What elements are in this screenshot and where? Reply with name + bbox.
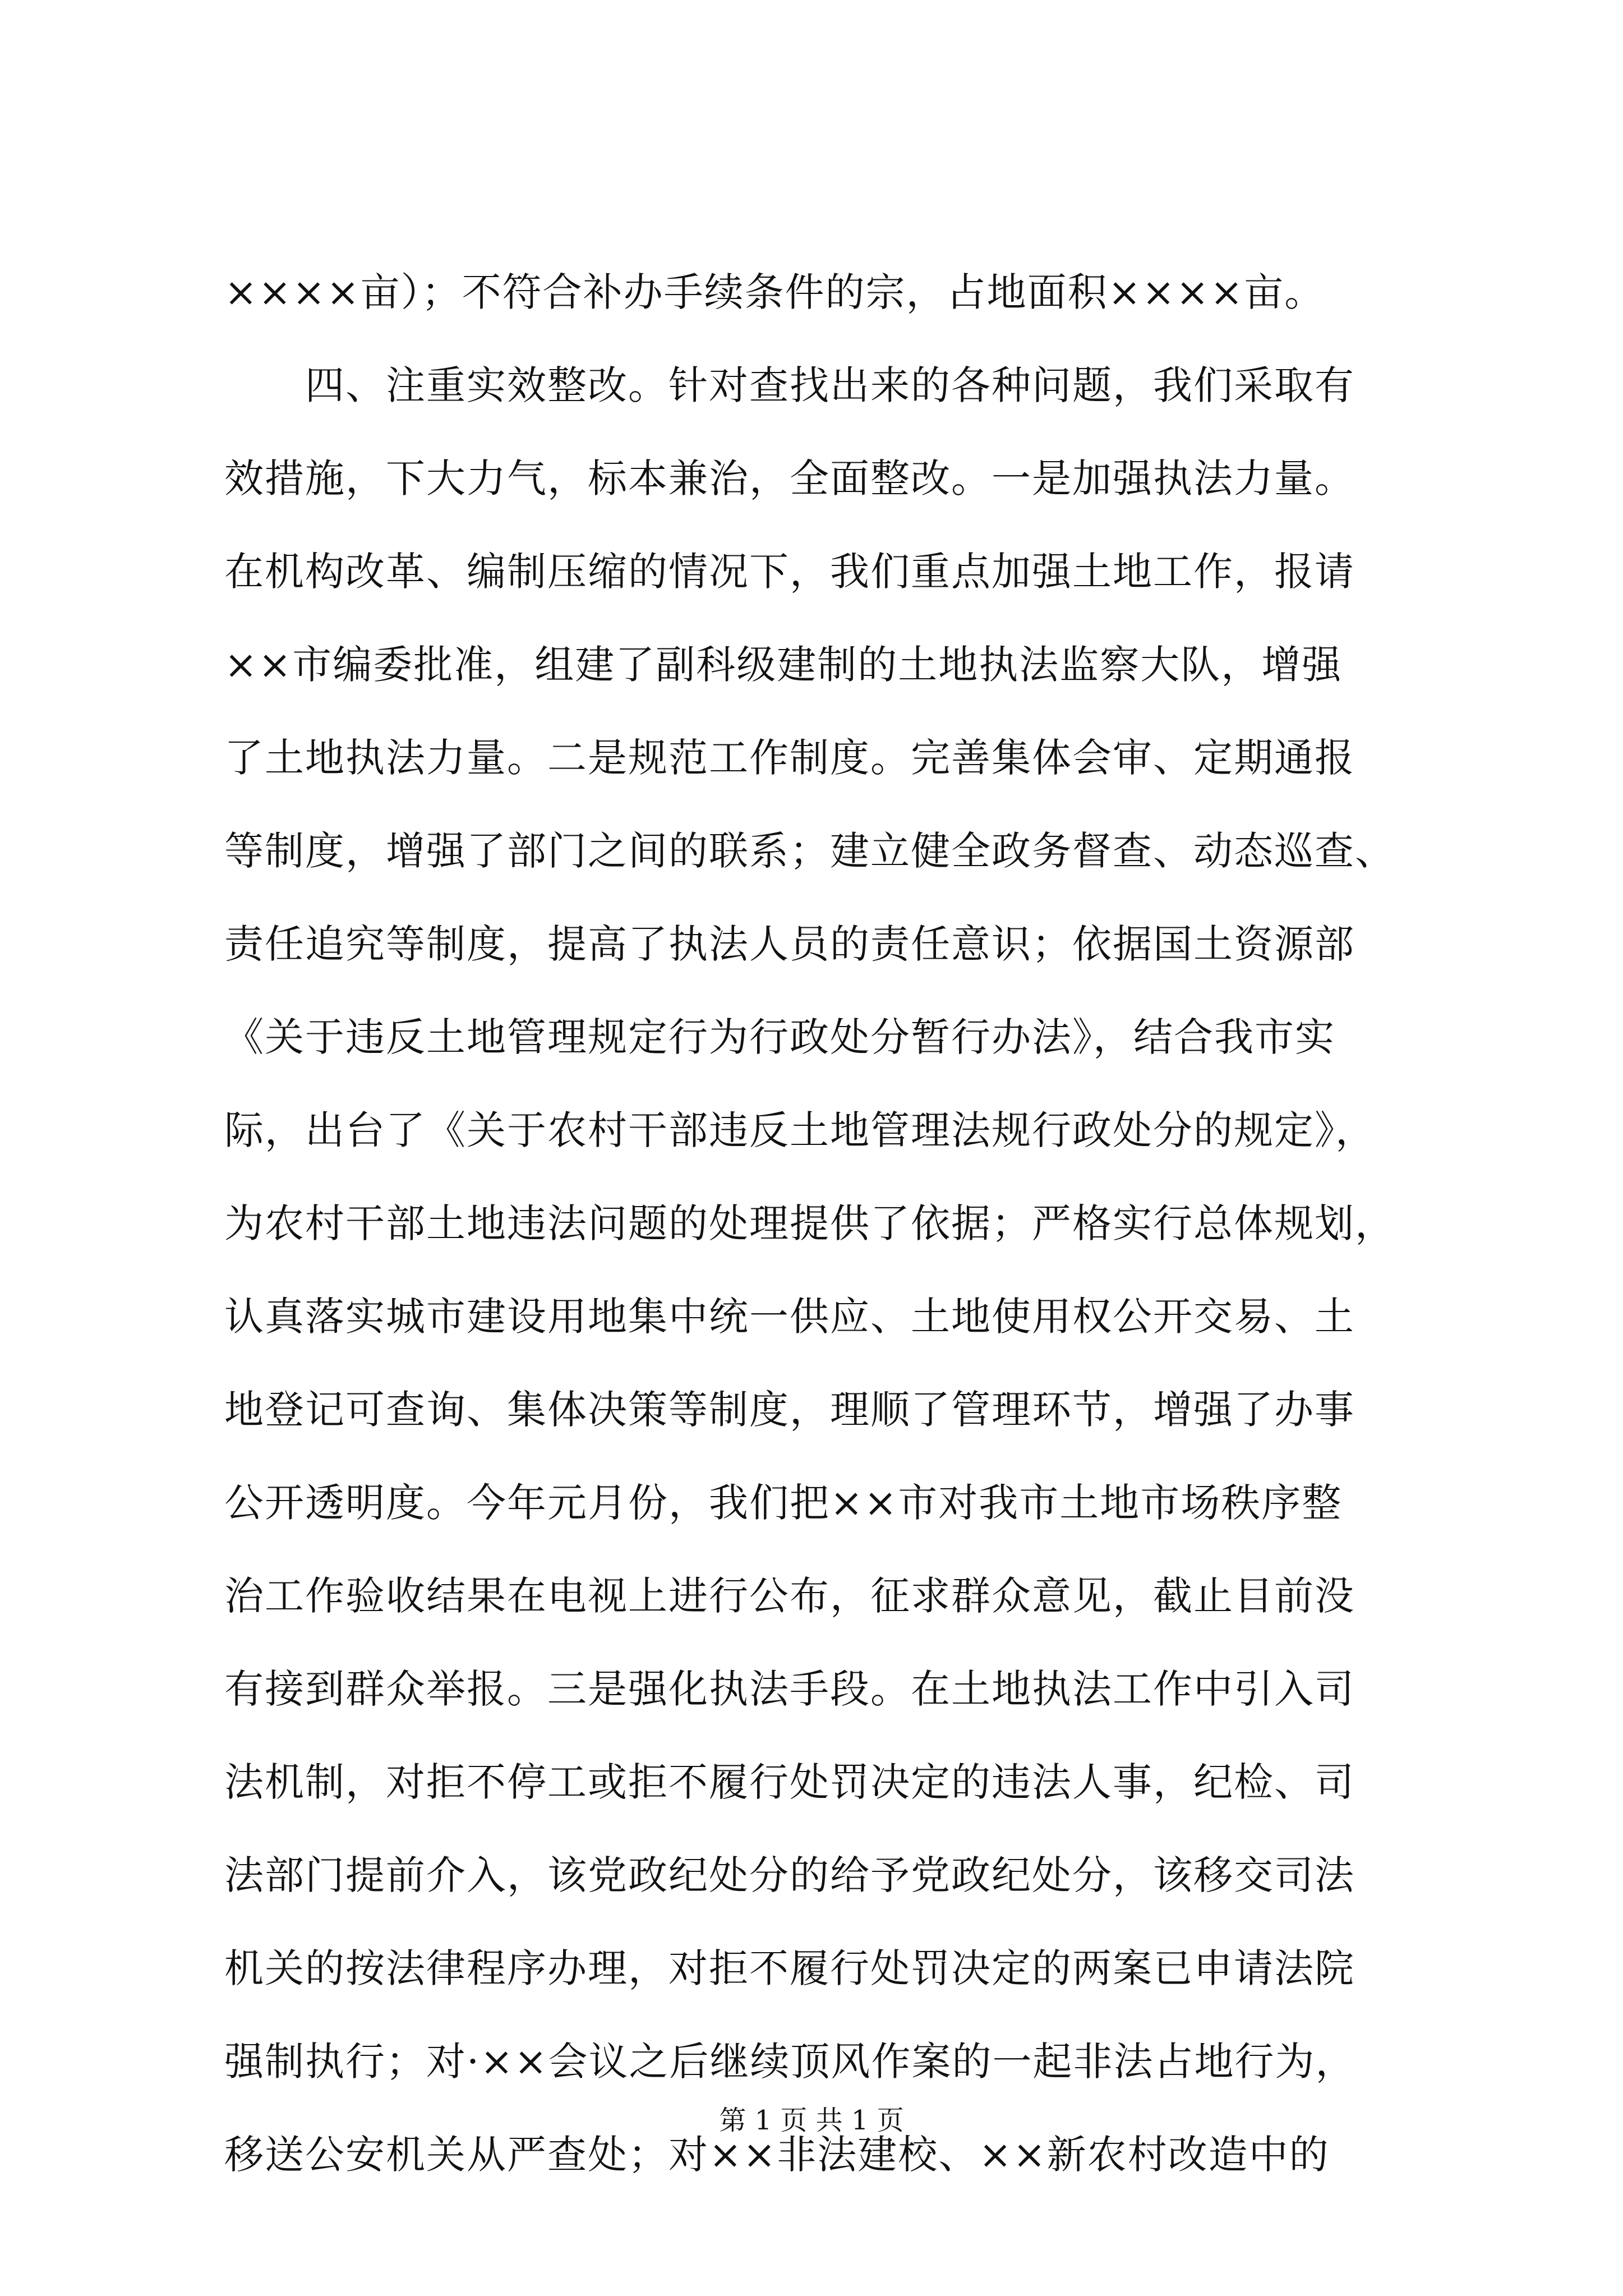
text-line: 地登记可查询、集体决策等制度，理顺了管理环节，增强了办事 [224, 1387, 1355, 1433]
text-line: 认真落实城市建设用地集中统一供应、土地使用权公开交易、土 [224, 1294, 1355, 1340]
text-line: 四、注重实效整改。针对查找出来的各种问题，我们采取有 [224, 362, 1355, 408]
text-line: 为农村干部土地违法问题的处理提供了依据；严格实行总体规划， [224, 1200, 1395, 1246]
text-line: 法机制，对拒不停工或拒不履行处罚决定的违法人事，纪检、司 [224, 1759, 1355, 1805]
text-line: 责任追究等制度，提高了执法人员的责任意识；依据国土资源部 [224, 921, 1355, 967]
text-line: 法部门提前介入，该党政纪处分的给予党政纪处分，该移交司法 [224, 1852, 1355, 1898]
text-line: 移送公安机关从严查处；对××非法建校、××新农村改造中的 [224, 2132, 1330, 2178]
text-line: 机关的按法律程序办理，对拒不履行处罚决定的两案已申请法院 [224, 1945, 1355, 1991]
text-line: 公开透明度。今年元月份，我们把××市对我市土地市场秩序整 [224, 1480, 1343, 1526]
text-line: 强制执行；对·××会议之后继续顶风作案的一起非法占地行为， [224, 2039, 1356, 2085]
page-number-label: 第 1 页 共 1 页 [719, 2105, 904, 2136]
document-body [224, 246, 1430, 2201]
text-line: 《关于违反土地管理规定行为行政处分暂行办法》，结合我市实 [224, 1014, 1335, 1060]
text-line: 有接到群众举报。三是强化执法手段。在土地执法工作中引入司 [224, 1666, 1355, 1712]
text-line: ××××亩）；不符合补办手续条件的宗，占地面积××××亩。 [224, 269, 1325, 315]
text-line: 等制度，增强了部门之间的联系；建立健全政务督查、动态巡查、 [224, 828, 1395, 874]
text-line: 际，出台了《关于农村干部违反土地管理法规行政处分的规定》， [224, 1107, 1376, 1153]
text-line: 效措施，下大力气，标本兼治，全面整改。一是加强执法力量。 [224, 455, 1355, 501]
text-line: 了土地执法力量。二是规范工作制度。完善集体会审、定期通报 [224, 735, 1355, 781]
text-line: 在机构改革、编制压缩的情况下，我们重点加强土地工作，报请 [224, 549, 1355, 595]
text-line: 治工作验收结果在电视上进行公布，征求群众意见，截止目前没 [224, 1573, 1355, 1619]
text-line: ××市编委批准，组建了副科级建制的土地执法监察大队，增强 [224, 642, 1343, 688]
page-footer [0, 2101, 1623, 2140]
